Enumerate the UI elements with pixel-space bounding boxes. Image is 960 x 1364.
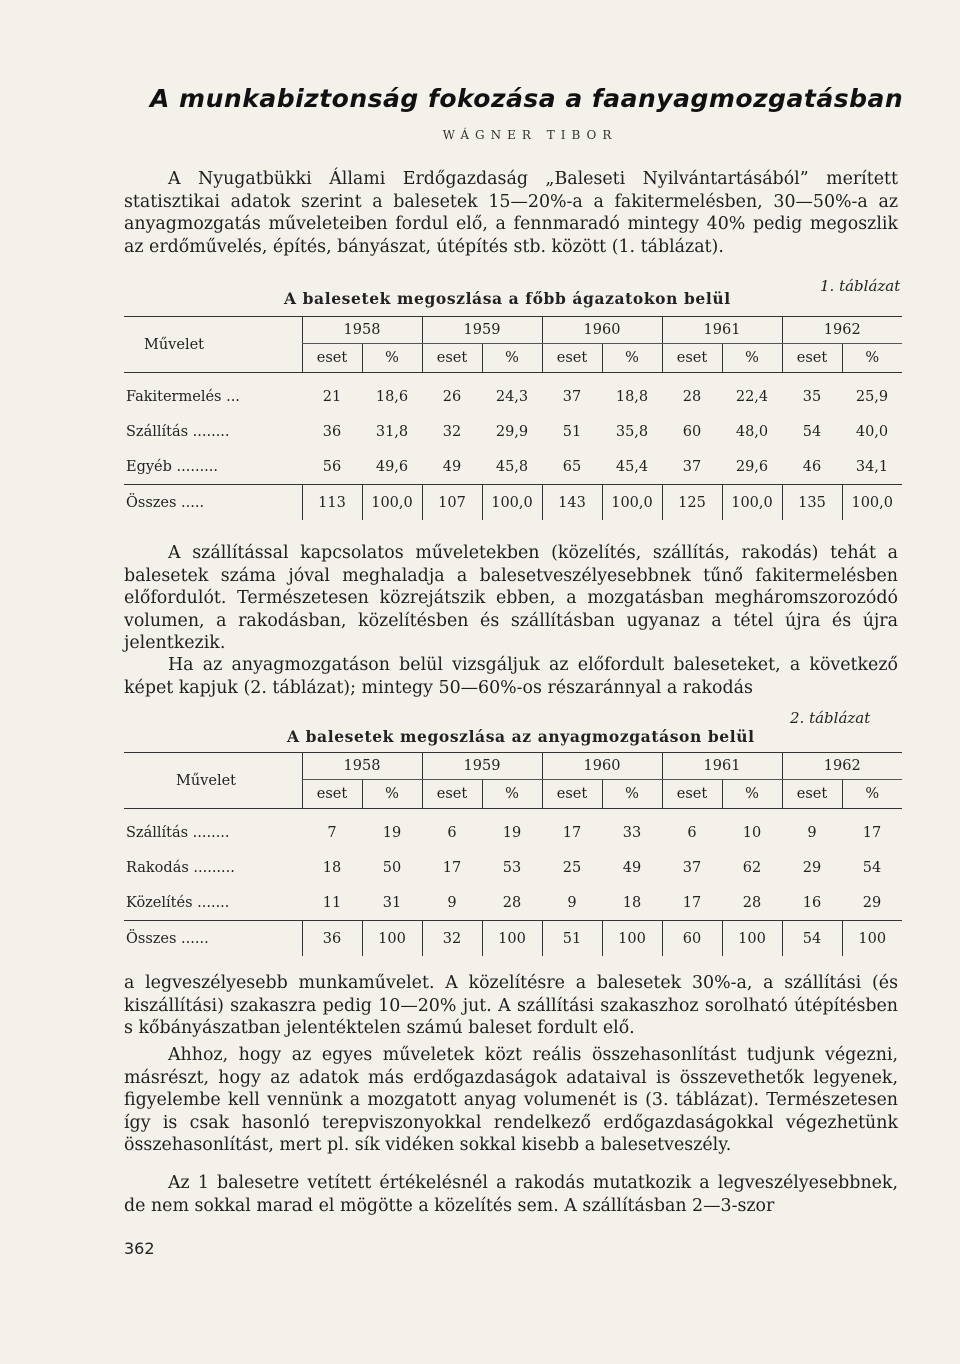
table-cell: 100,0	[842, 485, 902, 521]
paragraph-6-text: Az 1 balesetre vetített értékelésnél a rakodás mutatkozik a legveszélyesebbnek, de nem sokkal marad el mögötte a közelítés sem. A szállításban 2—3-szor	[124, 1173, 898, 1216]
table-cell: 24,3	[495, 388, 529, 405]
table-cell: 49	[622, 859, 642, 876]
table-cell: 16	[802, 894, 822, 911]
table-row-label: Rakodás .........	[126, 859, 235, 876]
table-cell: 54	[862, 859, 882, 876]
paragraph-2-text: A szállítással kapcsolatos műveletekben (közelítés, szállítás, rakodás) tehát a balesetek száma jóval meghaladja a balesetveszélyesebbnek tűnő fakitermelésben előfordulót. Természetesen közrejátszik ebben, a mozgatásban megháromszorozódó volumen, a rakodásban, közelítésben és szállításban ugyanaz a tétel újra és újra jelentkezik.	[124, 543, 898, 653]
table-row	[124, 885, 902, 921]
table-cell: 9	[447, 894, 457, 911]
table-cell: 56	[322, 458, 342, 475]
table-2-year: 1961	[662, 753, 782, 780]
table-cell: 36	[322, 423, 342, 440]
table-1-sub-count: eset	[542, 344, 602, 373]
paragraph-4-text: a legveszélyesebb munkaművelet. A közelítésre a balesetek 30%-a, a szállítási (és kiszállítási) szakaszra pedig 10—20% jut. A szállítási szakaszhoz sorolható útépítésben s kőbányászatban jelentéktelen számú baleset fordult elő.	[124, 973, 898, 1038]
table-cell: 54	[802, 423, 822, 440]
table-cell: 29	[862, 894, 882, 911]
table-1	[124, 316, 902, 520]
table-cell: 28	[742, 894, 762, 911]
table-cell: 100,0	[482, 485, 542, 521]
table-2-sub-pct: %	[722, 780, 782, 809]
table-2	[124, 752, 902, 956]
table-cell: 21	[322, 388, 342, 405]
table-row-label: Összes ......	[126, 930, 209, 947]
table-1-sub-count: eset	[422, 344, 482, 373]
table-cell: 49,6	[375, 458, 409, 475]
table-1-sub-count: eset	[302, 344, 362, 373]
table-cell: 9	[807, 824, 817, 841]
table-cell: 60	[662, 921, 722, 957]
table-cell: 32	[442, 423, 462, 440]
table-cell: 100	[362, 921, 422, 957]
table-row-label: Összes .....	[126, 494, 205, 511]
table-1-year: 1961	[662, 317, 782, 344]
table-cell: 100	[482, 921, 542, 957]
table-2-sub-pct: %	[482, 780, 542, 809]
table-cell: 17	[562, 824, 582, 841]
table-cell: 18	[622, 894, 642, 911]
table-1-year: 1958	[302, 317, 422, 344]
table-cell: 37	[562, 388, 582, 405]
table-1-sub-pct: %	[482, 344, 542, 373]
table-cell: 28	[502, 894, 522, 911]
table-1-sub-count: eset	[662, 344, 722, 373]
table-cell: 45,8	[495, 458, 529, 475]
table-row-label: Szállítás ........	[126, 824, 230, 841]
table-1-sub-pct: %	[722, 344, 782, 373]
table-1-caption: A balesetek megoszlása a főbb ágazatokon belül	[284, 289, 731, 308]
table-row	[124, 850, 902, 885]
table-1-year: 1962	[782, 317, 902, 344]
table-row	[124, 414, 902, 449]
table-cell: 125	[662, 485, 722, 521]
table-cell: 17	[862, 824, 882, 841]
table-2-sub-count: eset	[302, 780, 362, 809]
table-cell: 29,6	[735, 458, 769, 475]
table-cell: 37	[682, 859, 702, 876]
table-cell: 100,0	[722, 485, 782, 521]
table-cell: 34,1	[855, 458, 889, 475]
table-total-row	[124, 921, 902, 957]
table-cell: 51	[542, 921, 602, 957]
table-row-label: Egyéb .........	[126, 458, 219, 475]
table-2-sub-pct: %	[362, 780, 422, 809]
table-2-year: 1958	[302, 753, 422, 780]
table-cell: 65	[562, 458, 582, 475]
table-cell: 50	[382, 859, 402, 876]
table-1-label: 1. táblázat	[820, 277, 901, 295]
table-2-year: 1960	[542, 753, 662, 780]
table-cell: 48,0	[735, 423, 769, 440]
table-2-sub-count: eset	[782, 780, 842, 809]
table-cell: 37	[682, 458, 702, 475]
table-2-sub-count: eset	[662, 780, 722, 809]
table-1-sub-count: eset	[782, 344, 842, 373]
table-cell: 35	[802, 388, 822, 405]
table-row-label: Fakitermelés ...	[126, 388, 240, 405]
paragraph-5-text: Ahhoz, hogy az egyes műveletek közt reális összehasonlítást tudjunk végezni, másrészt, hogy az adatok más erdőgazdaságok adataival is összevethetők legyenek, figyelembe kell vennünk a mozgatott anyag volumenét is (3. táblázat). Természetesen így is csak hasonló terepviszonyokkal rendelkező erdőgazdaságokkal végezhetünk összehasonlítást, mert pl. sík vidéken sokkal kisebb a balesetveszély.	[124, 1045, 898, 1155]
table-cell: 100	[842, 921, 902, 957]
table-cell: 54	[782, 921, 842, 957]
table-cell: 40,0	[855, 423, 889, 440]
paragraph-2	[124, 542, 898, 655]
table-cell: 10	[742, 824, 762, 841]
table-cell: 33	[622, 824, 642, 841]
table-cell: 107	[422, 485, 482, 521]
paragraph-3-text: Ha az anyagmozgatáson belül vizsgáljuk az előfordult baleseteket, a következő képet kapjuk (2. táblázat); mintegy 50—60%-os részaránnyal a rakodás	[124, 655, 898, 698]
paragraph-5	[124, 1044, 898, 1157]
table-cell: 25,9	[855, 388, 889, 405]
table-cell: 18,6	[375, 388, 409, 405]
table-row-label: Közelítés .......	[126, 894, 230, 911]
table-1-sub-pct: %	[602, 344, 662, 373]
table-cell: 31,8	[375, 423, 409, 440]
paragraph-3	[124, 654, 898, 699]
table-cell: 6	[687, 824, 697, 841]
table-cell: 135	[782, 485, 842, 521]
table-cell: 113	[302, 485, 362, 521]
table-cell: 46	[802, 458, 822, 475]
table-2-sub-pct: %	[602, 780, 662, 809]
table-cell: 22,4	[735, 388, 769, 405]
table-1-op-header: Művelet	[144, 336, 205, 353]
table-1-year: 1960	[542, 317, 662, 344]
table-cell: 19	[382, 824, 402, 841]
paragraph-1-text: A Nyugatbükki Állami Erdőgazdaság „Baleseti Nyilvántartásából” merített statisztikai adatok szerint a balesetek 15—20%-a a fakitermelésben, 30—50%-a az anyagmozgatás műveleteiben fordul elő, a fennmaradó mintegy 40% pedig megoszlik az erdőművelés, építés, bányászat, útépítés stb. között (1. táblázat).	[124, 169, 898, 257]
table-cell: 25	[562, 859, 582, 876]
table-2-sub-count: eset	[542, 780, 602, 809]
page-number: 362	[124, 1239, 155, 1258]
table-cell: 100	[602, 921, 662, 957]
paragraph-6	[124, 1172, 898, 1217]
table-cell: 6	[447, 824, 457, 841]
table-cell: 100,0	[362, 485, 422, 521]
table-total-row	[124, 485, 902, 521]
table-cell: 45,4	[615, 458, 649, 475]
table-cell: 17	[682, 894, 702, 911]
table-2-op-header: Művelet	[176, 772, 237, 789]
table-row	[124, 815, 902, 850]
table-cell: 60	[682, 423, 702, 440]
table-cell: 26	[442, 388, 462, 405]
table-cell: 29	[802, 859, 822, 876]
table-2-year: 1959	[422, 753, 542, 780]
table-1-sub-pct: %	[842, 344, 902, 373]
table-row-label: Szállítás ........	[126, 423, 230, 440]
table-cell: 36	[302, 921, 362, 957]
table-cell: 100,0	[602, 485, 662, 521]
table-row	[124, 449, 902, 485]
table-2-year: 1962	[782, 753, 902, 780]
table-cell: 28	[682, 388, 702, 405]
table-cell: 18	[322, 859, 342, 876]
table-cell: 62	[742, 859, 762, 876]
table-2-caption: A balesetek megoszlása az anyagmozgatáson belül	[287, 727, 755, 746]
table-2-sub-pct: %	[842, 780, 902, 809]
table-cell: 143	[542, 485, 602, 521]
table-cell: 18,8	[615, 388, 649, 405]
table-cell: 35,8	[615, 423, 649, 440]
table-2-label: 2. táblázat	[790, 709, 871, 727]
table-cell: 29,9	[495, 423, 529, 440]
table-1-year: 1959	[422, 317, 542, 344]
table-cell: 51	[562, 423, 582, 440]
article-author: WÁGNER TIBOR	[442, 128, 618, 142]
table-cell: 100	[722, 921, 782, 957]
table-cell: 53	[502, 859, 522, 876]
table-cell: 7	[327, 824, 337, 841]
table-cell: 19	[502, 824, 522, 841]
table-cell: 11	[322, 894, 342, 911]
table-row	[124, 379, 902, 414]
table-2-sub-count: eset	[422, 780, 482, 809]
table-cell: 17	[442, 859, 462, 876]
table-cell: 31	[382, 894, 402, 911]
table-cell: 9	[567, 894, 577, 911]
table-1-sub-pct: %	[362, 344, 422, 373]
article-title: A munkabiztonság fokozása a faanyagmozgatásban	[150, 84, 904, 113]
table-cell: 49	[442, 458, 462, 475]
paragraph-4	[124, 972, 898, 1040]
paragraph-1	[124, 168, 898, 258]
table-cell: 32	[422, 921, 482, 957]
